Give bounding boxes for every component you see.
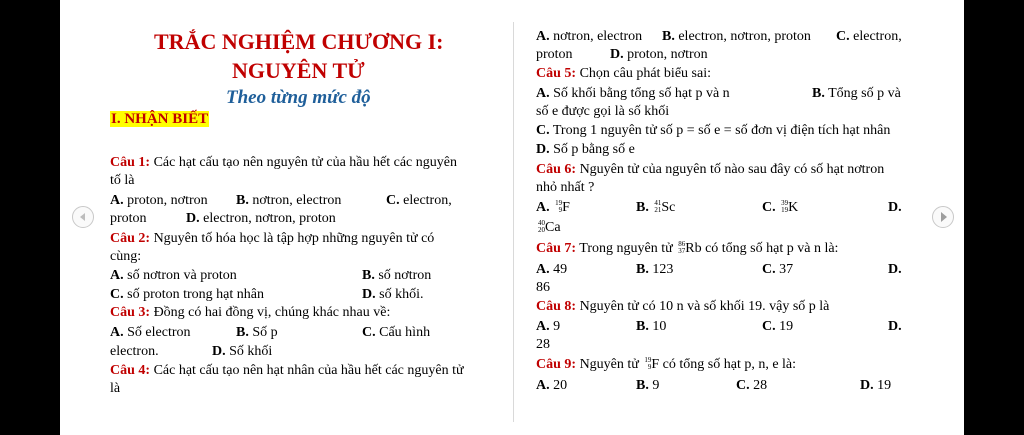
- isotope-notation: [642, 357, 651, 371]
- question-9-stem: [536, 357, 796, 373]
- q9-option-b: [636, 378, 659, 394]
- option-text: electron,: [399, 193, 452, 208]
- option-letter: B.: [636, 200, 649, 215]
- black-frame-right: [964, 0, 1024, 435]
- q7-option-b: [636, 262, 673, 278]
- q1-option-c-cont: proton: [110, 211, 147, 226]
- option-text: Tổng số p và: [824, 86, 901, 101]
- q2-option-c: [110, 287, 264, 303]
- question-text: Trong nguyên tử: [576, 241, 677, 256]
- option-text: số nơtron: [374, 268, 432, 283]
- q8-option-a: [536, 319, 560, 335]
- option-text: Cấu hình: [375, 325, 431, 340]
- option-text: 19: [873, 378, 892, 393]
- question-number: Câu 7:: [536, 241, 577, 256]
- question-text: Các hạt cấu tạo nên hạt nhân của hầu hết các nguyên tử: [150, 363, 464, 378]
- q6-option-b: [636, 200, 675, 216]
- atomic-number: 19: [781, 206, 789, 214]
- q3-option-a: [110, 325, 191, 341]
- atomic-number: 9: [558, 206, 563, 214]
- option-text: electron, nơtron, proton: [199, 211, 336, 226]
- q3-option-c-cont: electron.: [110, 344, 159, 359]
- option-text: 49: [549, 262, 568, 277]
- mass-number: 19: [555, 199, 563, 207]
- question-6-stem: [536, 162, 884, 178]
- question-text: Chọn câu phát biểu sai:: [576, 66, 711, 81]
- option-text: electron, nơtron, proton: [674, 29, 811, 44]
- previous-page-button[interactable]: [72, 206, 94, 228]
- question-text: Nguyên tử của nguyên tố nào sau đây có số hạt nơtron: [576, 162, 885, 177]
- question-5-stem: [536, 66, 711, 82]
- question-number: Câu 8:: [536, 299, 577, 314]
- q8-option-b: [636, 319, 666, 335]
- chevron-left-icon: [73, 207, 93, 227]
- play-right-icon: [933, 207, 953, 227]
- question-text: Đồng có hai đồng vị, chúng khác nhau về:: [150, 305, 391, 320]
- option-text: Trong 1 nguyên tử số p = số e = số đơn vị điện tích hạt nhân: [549, 123, 891, 138]
- next-page-button[interactable]: [932, 206, 954, 228]
- isotope-notation: [553, 200, 562, 214]
- q8-option-d: 28: [536, 337, 550, 352]
- element-symbol: F: [651, 357, 660, 372]
- option-text: Số electron: [123, 325, 191, 340]
- column-divider: [513, 22, 514, 422]
- option-text: 20: [549, 378, 568, 393]
- element-symbol: K: [788, 200, 799, 215]
- q7-option-d: 86: [536, 280, 550, 295]
- atomic-number: 21: [654, 206, 662, 214]
- isotope-notation: [652, 200, 661, 214]
- option-text: Số p bằng số e: [549, 142, 635, 157]
- option-letter: D.: [186, 211, 200, 226]
- option-letter: C.: [836, 29, 850, 44]
- question-number: Câu 6:: [536, 162, 577, 177]
- mass-number: 19: [644, 356, 652, 364]
- option-letter: D.: [860, 378, 874, 393]
- option-text: Số p: [248, 325, 278, 340]
- option-letter: D.: [888, 262, 902, 277]
- q4-option-b: [662, 29, 811, 45]
- option-text: 9: [648, 378, 660, 393]
- doc-subtitle: Theo từng mức độ: [226, 87, 371, 108]
- option-letter: A.: [110, 193, 124, 208]
- section-heading: I. NHẬN BIẾT: [111, 111, 209, 127]
- element-symbol: Rb: [685, 241, 702, 256]
- question-4-stem: [110, 363, 464, 379]
- mass-number: 39: [781, 199, 789, 207]
- question-3-stem: [110, 305, 390, 321]
- option-text: nơtron, electron: [248, 193, 342, 208]
- question-text: Nguyên tố hóa học là tập hợp những nguyên tử có: [150, 231, 435, 246]
- q2-option-d: [362, 287, 423, 303]
- q4-option-c-cont: proton: [536, 47, 573, 62]
- q7-option-c: [762, 262, 793, 278]
- option-letter: B.: [662, 29, 675, 44]
- question-number: Câu 4:: [110, 363, 151, 378]
- option-letter: D.: [610, 47, 624, 62]
- q8-option-c: [762, 319, 793, 335]
- q1-option-c: [386, 193, 452, 209]
- element-symbol: Sc: [661, 200, 676, 215]
- option-letter: B.: [362, 268, 375, 283]
- question-text: Nguyên tử: [576, 357, 643, 372]
- option-letter: B.: [812, 86, 825, 101]
- question-7-stem: [536, 241, 838, 257]
- option-letter: C.: [386, 193, 400, 208]
- doc-title-line2: NGUYÊN TỬ: [232, 58, 365, 83]
- q6-option-d: [536, 220, 561, 236]
- q3-option-d: [212, 344, 272, 360]
- option-letter: D.: [888, 200, 902, 215]
- option-text: số khối.: [375, 287, 424, 302]
- option-letter: B.: [636, 262, 649, 277]
- option-letter: A.: [536, 29, 550, 44]
- q4-option-c: [836, 29, 902, 45]
- option-letter: C.: [762, 319, 776, 334]
- black-frame-left: [0, 0, 60, 435]
- q7-option-a: [536, 262, 567, 278]
- q5-option-b: [812, 86, 901, 102]
- atomic-number: 20: [538, 226, 545, 234]
- element-symbol: Ca: [545, 220, 561, 235]
- mass-number: 41: [654, 199, 662, 207]
- option-letter: C.: [536, 123, 550, 138]
- question-8-stem: [536, 299, 829, 315]
- doc-title-line1: TRẮC NGHIỆM CHƯƠNG I:: [154, 29, 444, 54]
- isotope-notation: [779, 200, 788, 214]
- option-letter: A.: [110, 268, 124, 283]
- option-text: 123: [648, 262, 674, 277]
- question-text: Nguyên tử có 10 n và số khối 19. vậy số p là: [576, 299, 830, 314]
- q4-option-a: [536, 29, 642, 45]
- option-letter: A.: [536, 86, 550, 101]
- option-letter: A.: [536, 262, 550, 277]
- isotope-notation: [536, 220, 545, 234]
- option-text: 37: [775, 262, 794, 277]
- q5-option-b-cont: số e được gọi là số khối: [536, 104, 670, 119]
- question-2-stem-cont: cùng:: [110, 249, 142, 264]
- option-text: Số khối: [225, 344, 273, 359]
- option-letter: D.: [888, 319, 902, 334]
- option-letter: C.: [762, 262, 776, 277]
- q2-option-b: [362, 268, 431, 284]
- q2-option-a: [110, 268, 237, 284]
- q1-option-a: [110, 193, 208, 209]
- question-number: Câu 2:: [110, 231, 151, 246]
- option-text: proton, nơtron: [123, 193, 208, 208]
- option-letter: B.: [636, 378, 649, 393]
- q4-option-d: [610, 47, 708, 63]
- question-1-stem: [110, 155, 457, 171]
- atomic-number: 9: [647, 363, 652, 371]
- option-text: số proton trong hạt nhân: [123, 287, 264, 302]
- question-text-end: có tổng số hạt p và n là:: [701, 241, 839, 256]
- q6-option-a: [536, 200, 570, 216]
- option-text: proton, nơtron: [623, 47, 708, 62]
- q3-option-c: [362, 325, 430, 341]
- question-number: Câu 1:: [110, 155, 151, 170]
- q9-option-a: [536, 378, 567, 394]
- q1-option-d: [186, 211, 336, 227]
- question-6-stem-cont: nhỏ nhất ?: [536, 180, 595, 195]
- q9-option-d: [860, 378, 891, 394]
- question-number: Câu 5:: [536, 66, 577, 81]
- option-letter: B.: [236, 325, 249, 340]
- q8-option-d-label: [888, 319, 902, 335]
- q5-option-c: [536, 123, 890, 139]
- option-text: 28: [749, 378, 768, 393]
- option-letter: D.: [212, 344, 226, 359]
- mass-number: 86: [678, 240, 686, 248]
- option-letter: A.: [536, 200, 550, 215]
- question-1-stem-cont: tố là: [110, 173, 135, 188]
- question-2-stem: [110, 231, 434, 247]
- option-letter: B.: [236, 193, 249, 208]
- option-text: 19: [775, 319, 794, 334]
- question-text: Các hạt cấu tạo nên nguyên tử của hầu hết các nguyên: [150, 155, 457, 170]
- element-symbol: F: [562, 200, 570, 215]
- q6-option-d-label: [888, 200, 902, 216]
- mass-number: 40: [538, 219, 545, 227]
- option-letter: C.: [110, 287, 124, 302]
- q5-option-d: [536, 142, 635, 158]
- q6-option-c: [762, 200, 798, 216]
- q7-option-d-label: [888, 262, 902, 278]
- question-number: Câu 3:: [110, 305, 151, 320]
- option-text: nơtron, electron: [549, 29, 643, 44]
- option-text: số nơtron và proton: [123, 268, 237, 283]
- option-text: 10: [648, 319, 667, 334]
- question-4-stem-cont: là: [110, 381, 121, 396]
- option-letter: B.: [636, 319, 649, 334]
- option-letter: C.: [762, 200, 776, 215]
- option-text: Số khối bằng tổng số hạt p và n: [549, 86, 730, 101]
- option-letter: A.: [536, 319, 550, 334]
- option-letter: D.: [362, 287, 376, 302]
- option-text: electron,: [849, 29, 902, 44]
- q9-option-c: [736, 378, 767, 394]
- atomic-number: 37: [678, 247, 686, 255]
- option-letter: C.: [362, 325, 376, 340]
- isotope-notation: [676, 241, 685, 255]
- option-letter: C.: [736, 378, 750, 393]
- question-number: Câu 9:: [536, 357, 577, 372]
- option-letter: A.: [110, 325, 124, 340]
- q1-option-b: [236, 193, 341, 209]
- question-text-end: có tổng số hạt p, n, e là:: [659, 357, 797, 372]
- option-letter: D.: [536, 142, 550, 157]
- option-letter: A.: [536, 378, 550, 393]
- q5-option-a: [536, 86, 730, 102]
- q3-option-b: [236, 325, 278, 341]
- option-text: 9: [549, 319, 561, 334]
